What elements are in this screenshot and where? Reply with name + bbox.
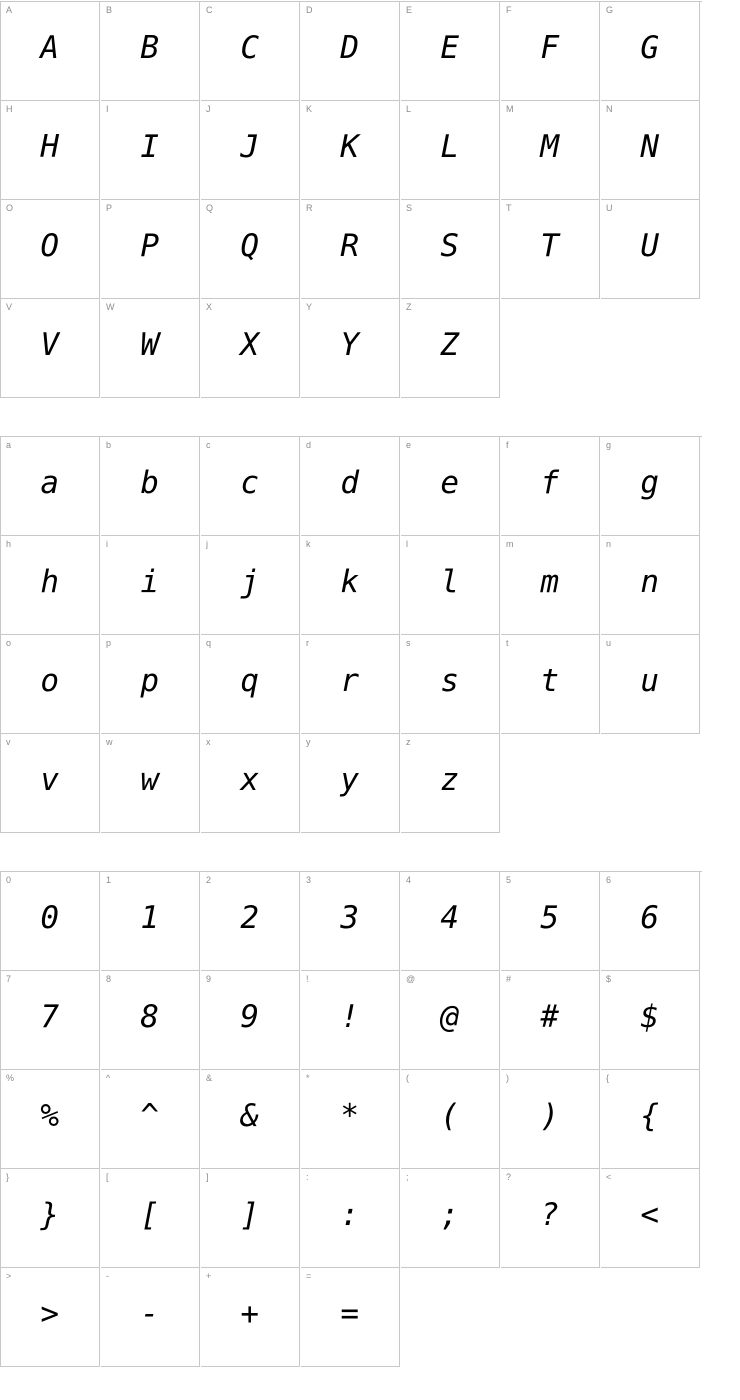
glyph-cell-character: C [240,30,260,66]
glyph-cell-label: 4 [406,875,412,885]
glyph-cell-label: R [306,203,313,213]
glyph-cell-label: 3 [306,875,312,885]
glyph-cell-label: f [506,440,509,450]
glyph-grid-uppercase [0,1,702,398]
section-divider-1 [0,398,740,436]
glyph-cell-label: T [506,203,512,213]
glyph-cell-character: 1 [140,900,160,936]
glyph-cell-label: y [306,737,311,747]
glyph-cell-character: 3 [340,900,360,936]
glyph-cell-label: l [406,539,408,549]
section-digits-symbols [0,871,740,1367]
glyph-cell-character: J [240,129,260,165]
glyph-cell-character: Q [240,228,260,264]
glyph-cell[interactable] [301,299,400,398]
glyph-cell[interactable] [1,299,100,398]
glyph-cell-character: 6 [640,900,660,936]
glyph-cell-character: f [540,465,560,501]
glyph-cell-character: - [140,1296,160,1332]
glyph-cell[interactable] [201,437,300,536]
glyph-cell-label: ! [306,974,309,984]
glyph-grid-digits-symbols [0,871,702,1367]
glyph-cell[interactable] [101,299,200,398]
glyph-cell-label: q [206,638,212,648]
glyph-cell-label: # [506,974,512,984]
glyph-cell-character: B [140,30,160,66]
glyph-cell-character: * [340,1098,360,1134]
glyph-cell[interactable] [1,1268,100,1367]
glyph-cell[interactable] [101,536,200,635]
glyph-cell-label: 0 [6,875,12,885]
glyph-cell[interactable] [101,734,200,833]
glyph-cell-character: i [140,564,160,600]
glyph-cell-label: e [406,440,412,450]
glyph-cell-label: ^ [106,1073,111,1083]
glyph-cell-character: g [640,465,660,501]
glyph-cell-character: q [240,663,260,699]
glyph-cell-character: k [340,564,360,600]
glyph-cell-character: > [40,1296,60,1332]
glyph-cell[interactable] [301,1070,400,1169]
glyph-cell-label: 2 [206,875,212,885]
glyph-cell-empty [601,1268,700,1367]
glyph-cell-character: u [640,663,660,699]
glyph-cell-label: ) [506,1073,509,1083]
glyph-cell-character: c [240,465,260,501]
glyph-cell-label: W [106,302,115,312]
glyph-cell[interactable] [201,734,300,833]
glyph-cell-character: r [340,663,360,699]
glyph-cell-character: R [340,228,360,264]
glyph-cell-label: S [406,203,413,213]
glyph-cell[interactable] [201,872,300,971]
glyph-cell-label: 1 [106,875,112,885]
glyph-cell-label: u [606,638,612,648]
glyph-cell-label: d [306,440,312,450]
glyph-cell[interactable] [601,1070,700,1169]
glyph-cell[interactable] [301,635,400,734]
glyph-cell-character: T [540,228,560,264]
glyph-cell-label: o [6,638,12,648]
glyph-cell-label: L [406,104,412,114]
glyph-cell[interactable] [1,971,100,1070]
glyph-cell-empty [401,1268,500,1367]
glyph-cell[interactable] [401,1070,500,1169]
glyph-cell[interactable] [201,200,300,299]
glyph-cell-label: ? [506,1172,512,1182]
glyph-cell-label: Y [306,302,313,312]
glyph-cell[interactable] [401,872,500,971]
glyph-cell-label: i [106,539,108,549]
glyph-cell-label: H [6,104,13,114]
glyph-cell[interactable] [1,2,100,101]
glyph-cell-label: + [206,1271,212,1281]
glyph-cell-label: F [506,5,512,15]
glyph-cell-label: m [506,539,514,549]
glyph-cell-character: a [40,465,60,501]
glyph-cell-label: c [206,440,211,450]
glyph-cell-character: y [340,762,360,798]
glyph-cell-label: < [606,1172,612,1182]
glyph-cell-label: - [106,1271,109,1281]
glyph-cell[interactable] [1,536,100,635]
glyph-cell[interactable] [501,437,600,536]
glyph-cell-character: W [140,327,160,363]
glyph-cell-character: G [640,30,660,66]
glyph-cell[interactable] [101,2,200,101]
glyph-cell-label: 6 [606,875,612,885]
glyph-cell-character: v [40,762,60,798]
glyph-cell-character: < [640,1197,660,1233]
glyph-cell[interactable] [101,971,200,1070]
glyph-cell-character: ? [540,1197,560,1233]
glyph-cell[interactable] [1,437,100,536]
section-divider-2 [0,833,740,871]
glyph-cell-label: r [306,638,309,648]
glyph-cell[interactable] [201,2,300,101]
glyph-cell-character: t [540,663,560,699]
glyph-cell[interactable] [601,536,700,635]
glyph-cell-character: { [640,1098,660,1134]
glyph-cell[interactable] [601,101,700,200]
glyph-cell[interactable] [201,971,300,1070]
glyph-cell-character: + [240,1296,260,1332]
glyph-cell-character: b [140,465,160,501]
glyph-cell[interactable] [601,971,700,1070]
glyph-cell-character: [ [140,1197,160,1233]
glyph-cell[interactable] [101,1268,200,1367]
glyph-cell[interactable] [301,1268,400,1367]
glyph-cell-character: K [340,129,360,165]
glyph-cell-empty [501,1268,600,1367]
glyph-cell-character: n [640,564,660,600]
glyph-cell-label: } [6,1172,10,1182]
glyph-cell[interactable] [101,200,200,299]
glyph-cell[interactable] [301,872,400,971]
glyph-cell[interactable] [601,1169,700,1268]
section-uppercase [0,1,740,398]
glyph-cell-label: Q [206,203,214,213]
glyph-cell-label: b [106,440,112,450]
glyph-cell-label: a [6,440,12,450]
glyph-cell-character: ! [340,999,360,1035]
glyph-cell[interactable] [301,536,400,635]
glyph-cell[interactable] [301,1169,400,1268]
glyph-cell[interactable] [401,971,500,1070]
glyph-cell-label: 7 [6,974,12,984]
glyph-cell-label: n [606,539,612,549]
glyph-cell-empty [601,299,700,398]
glyph-cell[interactable] [201,1169,300,1268]
glyph-cell-character: F [540,30,560,66]
glyph-cell-label: 8 [106,974,112,984]
glyph-cell-character: O [40,228,60,264]
glyph-cell[interactable] [501,2,600,101]
glyph-cell-label: @ [406,974,416,984]
glyph-cell-label: Z [406,302,412,312]
glyph-cell-character: 8 [140,999,160,1035]
glyph-cell-character: S [440,228,460,264]
glyph-cell-character: 7 [40,999,60,1035]
glyph-cell-character: s [440,663,460,699]
glyph-cell-character: ) [540,1098,560,1134]
glyph-cell-character: h [40,564,60,600]
glyph-cell-label: B [106,5,113,15]
glyph-cell[interactable] [501,635,600,734]
glyph-cell[interactable] [401,536,500,635]
glyph-cell-label: * [306,1073,310,1083]
glyph-cell-label: 5 [506,875,512,885]
glyph-cell-label: M [506,104,514,114]
glyph-cell[interactable] [201,1070,300,1169]
glyph-cell[interactable] [101,101,200,200]
glyph-cell-label: X [206,302,213,312]
glyph-cell-character: A [40,30,60,66]
glyph-cell[interactable] [101,1169,200,1268]
glyph-cell[interactable] [1,872,100,971]
glyph-cell[interactable] [101,635,200,734]
glyph-cell-label: s [406,638,411,648]
glyph-cell-label: g [606,440,612,450]
glyph-cell[interactable] [301,734,400,833]
glyph-cell-empty [501,299,600,398]
glyph-cell[interactable] [501,872,600,971]
glyph-cell[interactable] [401,635,500,734]
glyph-cell-character: x [240,762,260,798]
glyph-cell-label: p [106,638,112,648]
glyph-cell-label: h [6,539,12,549]
glyph-cell-character: o [40,663,60,699]
glyph-cell-label: E [406,5,413,15]
glyph-cell-character: p [140,663,160,699]
glyph-cell[interactable] [501,1169,600,1268]
glyph-cell-character: 5 [540,900,560,936]
glyph-cell[interactable] [601,2,700,101]
glyph-cell-character: ^ [140,1098,160,1134]
glyph-cell[interactable] [401,2,500,101]
glyph-cell-character: Z [440,327,460,363]
glyph-cell-label: : [306,1172,309,1182]
glyph-cell[interactable] [501,101,600,200]
glyph-cell[interactable] [401,299,500,398]
glyph-cell[interactable] [1,1169,100,1268]
glyph-cell-character: ] [240,1197,260,1233]
glyph-cell[interactable] [1,200,100,299]
glyph-cell-character: ; [440,1197,460,1233]
glyph-cell-character: D [340,30,360,66]
glyph-cell-label: ; [406,1172,409,1182]
glyph-cell-character: 0 [40,900,60,936]
glyph-cell-label: j [206,539,208,549]
glyph-cell-character: j [240,564,260,600]
glyph-cell[interactable] [501,200,600,299]
glyph-cell-label: > [6,1271,12,1281]
glyph-cell-character: @ [440,999,460,1035]
glyph-cell-character: V [40,327,60,363]
glyph-cell[interactable] [401,101,500,200]
glyph-cell[interactable] [301,101,400,200]
glyph-cell[interactable] [301,200,400,299]
glyph-cell-label: P [106,203,113,213]
glyph-cell-character: P [140,228,160,264]
glyph-cell[interactable] [101,1070,200,1169]
glyph-cell-character: z [440,762,460,798]
glyph-cell-label: v [6,737,11,747]
glyph-cell-character: ( [440,1098,460,1134]
glyph-cell-label: D [306,5,313,15]
glyph-cell[interactable] [401,1169,500,1268]
glyph-cell-label: I [106,104,109,114]
glyph-cell[interactable] [301,2,400,101]
glyph-cell-label: C [206,5,213,15]
glyph-grid-lowercase [0,436,702,833]
glyph-cell-label: x [206,737,211,747]
glyph-cell-character: I [140,129,160,165]
glyph-cell[interactable] [601,872,700,971]
glyph-cell-label: J [206,104,211,114]
glyph-cell[interactable] [501,971,600,1070]
glyph-cell[interactable] [1,101,100,200]
glyph-cell-label: [ [106,1172,109,1182]
glyph-cell-character: 2 [240,900,260,936]
glyph-cell[interactable] [301,971,400,1070]
glyph-cell-label: & [206,1073,213,1083]
glyph-cell[interactable] [1,635,100,734]
glyph-cell-character: X [240,327,260,363]
glyph-cell-character: d [340,465,360,501]
glyph-cell-label: z [406,737,411,747]
glyph-cell[interactable] [501,536,600,635]
glyph-cell[interactable] [401,200,500,299]
glyph-cell[interactable] [1,1070,100,1169]
glyph-cell-label: $ [606,974,612,984]
glyph-cell-character: 4 [440,900,460,936]
glyph-cell-empty [501,734,600,833]
glyph-cell-character: 9 [240,999,260,1035]
glyph-cell[interactable] [201,101,300,200]
glyph-cell[interactable] [401,437,500,536]
glyph-cell[interactable] [201,299,300,398]
glyph-cell[interactable] [301,437,400,536]
glyph-cell-character: L [440,129,460,165]
glyph-cell[interactable] [401,734,500,833]
glyph-cell[interactable] [201,1268,300,1367]
glyph-cell-label: ] [206,1172,209,1182]
glyph-cell-character: w [140,762,160,798]
glyph-cell-label: N [606,104,613,114]
glyph-cell-label: w [106,737,113,747]
glyph-cell-character: U [640,228,660,264]
glyph-cell[interactable] [201,635,300,734]
glyph-cell-label: { [606,1073,610,1083]
glyph-cell-label: K [306,104,313,114]
glyph-cell[interactable] [601,200,700,299]
glyph-cell-label: 9 [206,974,212,984]
glyph-cell-label: U [606,203,613,213]
glyph-cell-label: t [506,638,509,648]
glyph-cell-character: : [340,1197,360,1233]
glyph-cell-label: O [6,203,14,213]
glyph-cell-character: = [340,1296,360,1332]
glyph-cell-character: E [440,30,460,66]
glyph-cell-character: N [640,129,660,165]
glyph-cell-character: m [540,564,560,600]
glyph-cell-label: V [6,302,13,312]
glyph-cell-empty [601,734,700,833]
section-lowercase [0,436,740,833]
glyph-cell-character: M [540,129,560,165]
glyph-cell[interactable] [101,872,200,971]
glyph-cell-character: # [540,999,560,1035]
glyph-cell[interactable] [501,1070,600,1169]
glyph-cell-character: e [440,465,460,501]
glyph-cell-character: H [40,129,60,165]
glyph-cell-label: k [306,539,311,549]
glyph-cell[interactable] [601,437,700,536]
glyph-cell[interactable] [201,536,300,635]
glyph-cell[interactable] [1,734,100,833]
glyph-cell-character: % [40,1098,60,1134]
glyph-cell-label: % [6,1073,15,1083]
glyph-cell-label: A [6,5,13,15]
glyph-cell-label: ( [406,1073,409,1083]
glyph-cell-character: l [440,564,460,600]
glyph-cell-character: } [40,1197,60,1233]
glyph-cell[interactable] [101,437,200,536]
glyph-cell-character: $ [640,999,660,1035]
glyph-cell-character: Y [340,327,360,363]
glyph-cell-character: & [240,1098,260,1134]
glyph-cell-label: = [306,1271,312,1281]
glyph-cell-label: G [606,5,614,15]
glyph-cell[interactable] [601,635,700,734]
